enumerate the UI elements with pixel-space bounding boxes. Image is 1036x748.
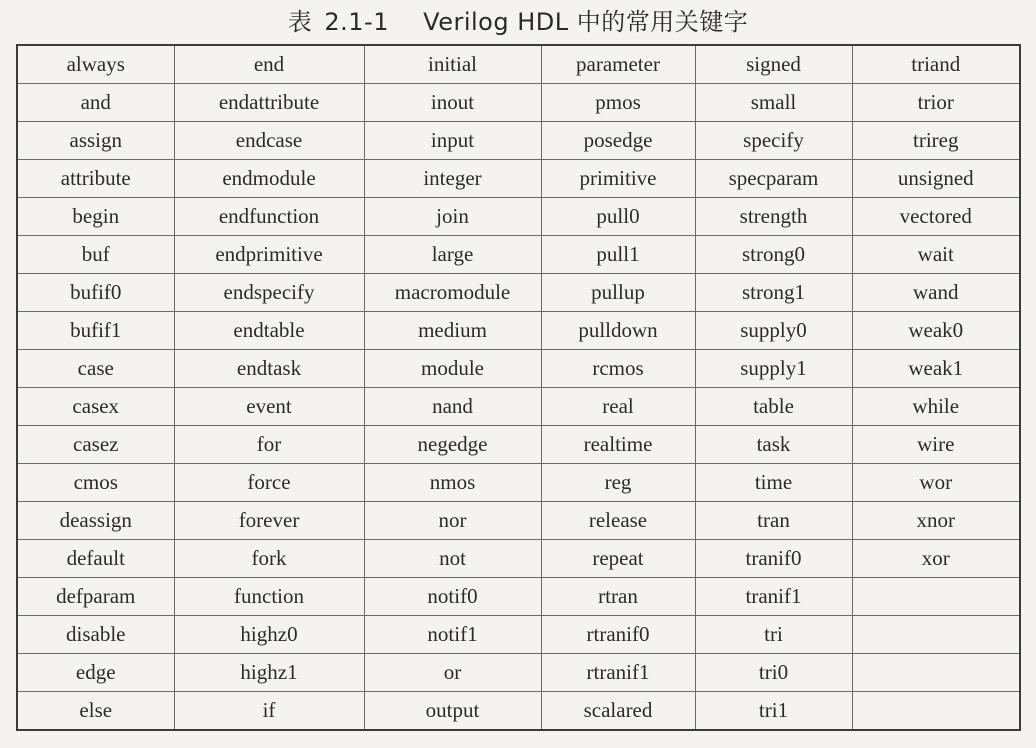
keyword-cell: casex — [17, 388, 174, 426]
keyword-cell: specify — [695, 122, 852, 160]
keyword-cell: function — [174, 578, 364, 616]
keyword-cell: highz1 — [174, 654, 364, 692]
keyword-cell: end — [174, 45, 364, 84]
keyword-cell: triand — [852, 45, 1020, 84]
keyword-cell: pull0 — [541, 198, 695, 236]
keyword-cell: endmodule — [174, 160, 364, 198]
keyword-cell: trior — [852, 84, 1020, 122]
keyword-cell: supply0 — [695, 312, 852, 350]
keyword-cell: realtime — [541, 426, 695, 464]
keyword-cell: negedge — [364, 426, 541, 464]
keyword-cell: wor — [852, 464, 1020, 502]
keyword-cell: endspecify — [174, 274, 364, 312]
table-row — [17, 540, 1020, 578]
keyword-cell: primitive — [541, 160, 695, 198]
keyword-cell: rcmos — [541, 350, 695, 388]
keyword-cell: weak0 — [852, 312, 1020, 350]
keyword-cell: tran — [695, 502, 852, 540]
keyword-cell: else — [17, 692, 174, 731]
keyword-cell — [852, 616, 1020, 654]
keyword-cell: endcase — [174, 122, 364, 160]
keywords-table — [16, 44, 1021, 731]
keyword-cell: xor — [852, 540, 1020, 578]
table-row — [17, 464, 1020, 502]
caption-number: 2.1-1 — [324, 8, 389, 36]
keyword-cell: not — [364, 540, 541, 578]
keyword-cell: tri — [695, 616, 852, 654]
keyword-cell: notif1 — [364, 616, 541, 654]
keyword-cell: and — [17, 84, 174, 122]
table-row — [17, 692, 1020, 731]
keyword-cell: force — [174, 464, 364, 502]
keyword-cell: nand — [364, 388, 541, 426]
keyword-cell: cmos — [17, 464, 174, 502]
table-row — [17, 350, 1020, 388]
keyword-cell: strong1 — [695, 274, 852, 312]
keyword-cell: time — [695, 464, 852, 502]
keyword-cell: tranif0 — [695, 540, 852, 578]
keyword-cell: begin — [17, 198, 174, 236]
keyword-cell: notif0 — [364, 578, 541, 616]
keyword-cell: trireg — [852, 122, 1020, 160]
keyword-cell: pull1 — [541, 236, 695, 274]
keyword-cell: defparam — [17, 578, 174, 616]
keyword-cell: reg — [541, 464, 695, 502]
table-row — [17, 578, 1020, 616]
keyword-cell: signed — [695, 45, 852, 84]
keyword-cell: vectored — [852, 198, 1020, 236]
keyword-cell — [852, 578, 1020, 616]
keyword-cell: nmos — [364, 464, 541, 502]
keyword-cell: unsigned — [852, 160, 1020, 198]
keyword-cell: output — [364, 692, 541, 731]
table-row — [17, 45, 1020, 84]
keyword-cell: wait — [852, 236, 1020, 274]
keyword-cell: event — [174, 388, 364, 426]
keyword-cell: fork — [174, 540, 364, 578]
table-row — [17, 236, 1020, 274]
keyword-cell: nor — [364, 502, 541, 540]
table-row — [17, 388, 1020, 426]
keyword-cell: module — [364, 350, 541, 388]
table-caption — [0, 6, 1036, 38]
table-row — [17, 426, 1020, 464]
keyword-cell: initial — [364, 45, 541, 84]
keyword-cell: strength — [695, 198, 852, 236]
keyword-cell: integer — [364, 160, 541, 198]
keyword-cell: rtran — [541, 578, 695, 616]
keyword-cell: default — [17, 540, 174, 578]
keyword-cell: task — [695, 426, 852, 464]
keyword-cell: if — [174, 692, 364, 731]
keyword-cell: wire — [852, 426, 1020, 464]
keyword-cell: or — [364, 654, 541, 692]
keyword-cell: attribute — [17, 160, 174, 198]
keyword-cell: medium — [364, 312, 541, 350]
keyword-cell: release — [541, 502, 695, 540]
keyword-cell: highz0 — [174, 616, 364, 654]
table-row — [17, 502, 1020, 540]
keyword-cell: edge — [17, 654, 174, 692]
keyword-cell: buf — [17, 236, 174, 274]
keyword-cell: rtranif1 — [541, 654, 695, 692]
caption-prefix: 表 — [287, 8, 313, 36]
keyword-cell: endfunction — [174, 198, 364, 236]
keyword-cell — [852, 654, 1020, 692]
table-row — [17, 616, 1020, 654]
caption-title: Verilog HDL 中的常用关键字 — [423, 8, 749, 36]
keyword-cell: input — [364, 122, 541, 160]
keyword-cell: specparam — [695, 160, 852, 198]
keyword-cell: while — [852, 388, 1020, 426]
keyword-cell: for — [174, 426, 364, 464]
keyword-cell: strong0 — [695, 236, 852, 274]
keyword-cell: table — [695, 388, 852, 426]
keyword-cell: join — [364, 198, 541, 236]
keyword-cell: tri0 — [695, 654, 852, 692]
table-row — [17, 274, 1020, 312]
keyword-cell: tri1 — [695, 692, 852, 731]
keyword-cell: endprimitive — [174, 236, 364, 274]
keyword-cell: parameter — [541, 45, 695, 84]
keyword-cell: inout — [364, 84, 541, 122]
keyword-cell: repeat — [541, 540, 695, 578]
keyword-cell: endtable — [174, 312, 364, 350]
keyword-cell — [852, 692, 1020, 731]
keyword-cell: rtranif0 — [541, 616, 695, 654]
table-row — [17, 122, 1020, 160]
keyword-cell: posedge — [541, 122, 695, 160]
keyword-cell: bufif1 — [17, 312, 174, 350]
keyword-cell: real — [541, 388, 695, 426]
table-row — [17, 198, 1020, 236]
keyword-cell: forever — [174, 502, 364, 540]
keyword-cell: tranif1 — [695, 578, 852, 616]
keyword-cell: pullup — [541, 274, 695, 312]
keyword-cell: disable — [17, 616, 174, 654]
table-row — [17, 84, 1020, 122]
keyword-cell: casez — [17, 426, 174, 464]
keyword-cell: wand — [852, 274, 1020, 312]
keyword-cell: endattribute — [174, 84, 364, 122]
table-row — [17, 160, 1020, 198]
keyword-cell: scalared — [541, 692, 695, 731]
keyword-cell: bufif0 — [17, 274, 174, 312]
keyword-cell: xnor — [852, 502, 1020, 540]
keyword-cell: assign — [17, 122, 174, 160]
keyword-cell: pmos — [541, 84, 695, 122]
keyword-cell: macromodule — [364, 274, 541, 312]
keyword-cell: weak1 — [852, 350, 1020, 388]
keyword-cell: always — [17, 45, 174, 84]
table-row — [17, 654, 1020, 692]
keyword-cell: endtask — [174, 350, 364, 388]
keywords-table-body — [17, 45, 1020, 730]
keyword-cell: deassign — [17, 502, 174, 540]
keyword-cell: small — [695, 84, 852, 122]
keyword-cell: case — [17, 350, 174, 388]
keyword-cell: pulldown — [541, 312, 695, 350]
table-row — [17, 312, 1020, 350]
keyword-cell: large — [364, 236, 541, 274]
keyword-cell: supply1 — [695, 350, 852, 388]
